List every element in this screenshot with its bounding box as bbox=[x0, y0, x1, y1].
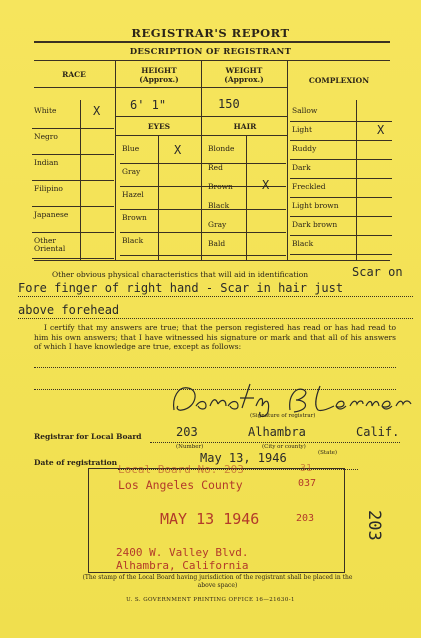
complexion-option: Light bbox=[292, 125, 313, 134]
section-subtitle: DESCRIPTION OF REGISTRANT bbox=[129, 47, 292, 57]
race-option: White bbox=[34, 106, 57, 115]
registrar-city: Alhambra bbox=[248, 425, 306, 439]
hair-mark-divider bbox=[246, 135, 247, 260]
other-characteristics-value-1: Scar on bbox=[352, 265, 403, 279]
printing-office-footer: U. S. GOVERNMENT PRINTING OFFICE 16—21630-1 bbox=[126, 597, 295, 603]
row-rule bbox=[290, 159, 392, 160]
row-rule bbox=[290, 254, 392, 255]
row-rule bbox=[290, 178, 392, 179]
hair-header: HAIR bbox=[233, 122, 257, 131]
stamp-board-line: Local Board No. 203 bbox=[118, 463, 244, 476]
eye-color-option: Brown bbox=[122, 213, 147, 222]
eyes-header: EYES bbox=[147, 122, 171, 131]
complexion-check-mark: X bbox=[377, 123, 385, 137]
date-label: Date of registration bbox=[34, 458, 118, 467]
weight-value: 150 bbox=[218, 97, 240, 111]
row-rule bbox=[120, 209, 286, 210]
race-option: Indian bbox=[34, 158, 59, 167]
complexion-option: Black bbox=[292, 239, 314, 248]
eye-color-option: Hazel bbox=[122, 190, 144, 199]
height-divider bbox=[201, 60, 202, 260]
stamp-county: Los Angeles County bbox=[118, 478, 243, 492]
row-rule bbox=[290, 197, 392, 198]
row-rule bbox=[32, 232, 114, 233]
race-check-mark: X bbox=[93, 104, 101, 118]
hair-color-option: Bald bbox=[208, 239, 226, 248]
hair-color-option: Blonde bbox=[208, 144, 235, 153]
complexion-option: Freckled bbox=[292, 182, 326, 191]
hair-color-option: Black bbox=[208, 201, 230, 210]
city-caption: (City or county) bbox=[262, 444, 306, 450]
complexion-mark-divider bbox=[356, 100, 357, 260]
eyes-mark-divider bbox=[158, 135, 159, 260]
stamp-address-1: 2400 W. Valley Blvd. bbox=[116, 546, 249, 559]
board-number: 203 bbox=[176, 425, 198, 439]
header-rule bbox=[34, 87, 288, 88]
stamp-date: MAY 13 1946 bbox=[160, 510, 260, 528]
row-rule bbox=[32, 154, 114, 155]
other-characteristics-label: Other obvious physical characteristics that will aid in identification bbox=[52, 270, 309, 279]
row-rule bbox=[290, 235, 392, 236]
race-option: Japanese bbox=[34, 210, 69, 219]
certification-text: I certify that my answers are true; that the person registered has read or has had read to him his own answers; that I have witnessed his signature or mark and that all of his answers of which I have knowledge are true, except as follows: bbox=[34, 323, 396, 351]
race-option: Other Oriental bbox=[34, 236, 66, 253]
other-characteristics-value-3: above forehead bbox=[18, 303, 120, 317]
registrar-line bbox=[150, 442, 400, 443]
state-caption: (State) bbox=[318, 450, 338, 456]
row-rule bbox=[32, 128, 114, 129]
signature-caption: (Signature of registrar) bbox=[250, 413, 316, 419]
row-rule bbox=[290, 216, 392, 217]
row-rule bbox=[120, 163, 286, 164]
weight-divider bbox=[287, 60, 288, 260]
height-weight-rule bbox=[116, 116, 288, 117]
height-header: HEIGHT (Approx.) bbox=[139, 66, 179, 84]
registrar-label: Registrar for Local Board bbox=[34, 432, 142, 441]
row-rule bbox=[120, 232, 286, 233]
complexion-option: Ruddy bbox=[292, 144, 317, 153]
complexion-option: Sallow bbox=[292, 106, 318, 115]
complexion-option: Light brown bbox=[292, 201, 339, 210]
eye-color-option: Black bbox=[122, 236, 144, 245]
hair-color-option: Red bbox=[208, 163, 223, 172]
eyes-hair-rule bbox=[116, 135, 288, 136]
title-rule bbox=[34, 41, 390, 43]
row-rule bbox=[32, 206, 114, 207]
hair-color-option: Brown bbox=[208, 182, 233, 191]
date-value: May 13, 1946 bbox=[200, 451, 287, 465]
page-title: REGISTRAR'S REPORT bbox=[131, 26, 290, 40]
complexion-option: Dark brown bbox=[292, 220, 338, 229]
other-characteristics-value-2: Fore finger of right hand - Scar in hair just bbox=[18, 281, 344, 295]
registrar-signature bbox=[170, 378, 415, 418]
stamp-caption: (The stamp of the Local Board having jurisdiction of the registrant shall be placed in the above space) bbox=[82, 574, 353, 589]
stamp-code-1: 31 bbox=[300, 463, 313, 474]
eye-color-option: Gray bbox=[122, 167, 141, 176]
row-rule bbox=[290, 121, 392, 122]
number-caption: (Number) bbox=[176, 444, 204, 450]
side-board-number: 203 bbox=[364, 510, 384, 541]
eye-color-option: Blue bbox=[122, 144, 140, 153]
row-rule bbox=[290, 140, 392, 141]
characteristics-line-2 bbox=[18, 296, 413, 297]
stamp-code-2: 037 bbox=[298, 478, 317, 489]
eyes-check-mark: X bbox=[174, 143, 182, 157]
characteristics-line-3 bbox=[18, 318, 413, 319]
row-rule bbox=[32, 180, 114, 181]
table-bottom-rule bbox=[34, 260, 390, 261]
race-option: Filipino bbox=[34, 184, 63, 193]
race-option: Negro bbox=[34, 132, 58, 141]
hair-color-option: Gray bbox=[208, 220, 227, 229]
race-header: RACE bbox=[62, 70, 86, 79]
row-rule bbox=[32, 258, 114, 259]
height-value: 6' 1" bbox=[130, 98, 167, 112]
row-rule bbox=[120, 255, 286, 256]
table-top-rule bbox=[34, 60, 390, 61]
hair-check-mark: X bbox=[262, 178, 270, 192]
stamp-address-2: Alhambra, California bbox=[116, 559, 249, 572]
complexion-header: COMPLEXION bbox=[308, 76, 370, 85]
exceptions-line-1 bbox=[34, 367, 396, 368]
complexion-option: Dark bbox=[292, 163, 311, 172]
registrar-state: Calif. bbox=[356, 425, 400, 439]
signature-graphic bbox=[170, 378, 415, 418]
race-divider bbox=[115, 60, 116, 260]
stamp-code-3: 203 bbox=[296, 513, 315, 524]
weight-header: WEIGHT (Approx.) bbox=[224, 66, 264, 84]
